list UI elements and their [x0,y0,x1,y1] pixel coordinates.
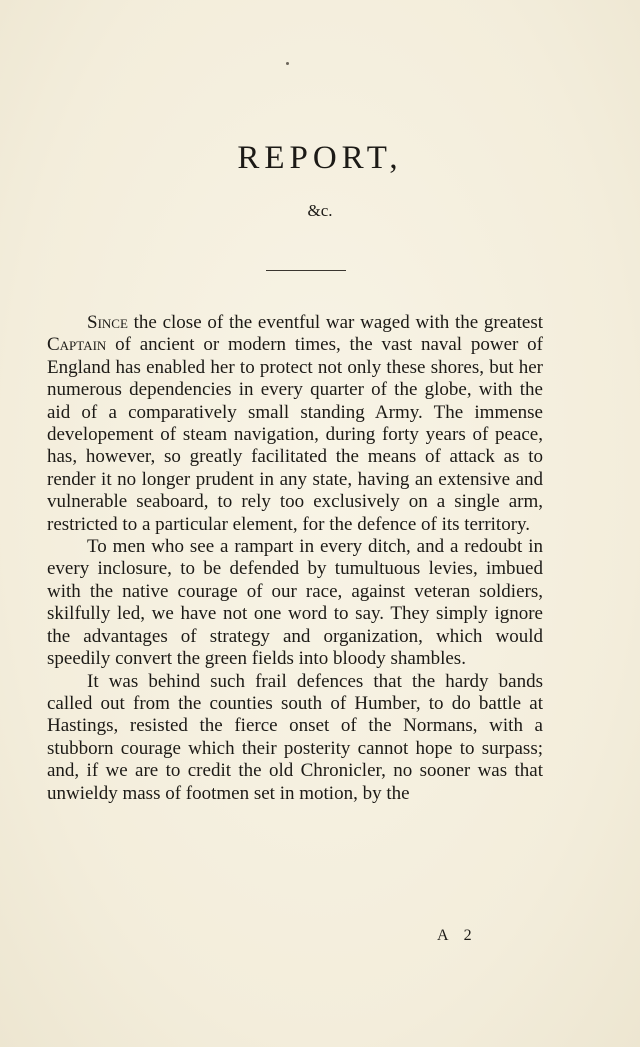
title-rule [266,270,346,271]
paragraph-3: It was behind such frail defences that the hardy bands called out from the counties south of Humber, to do battle at Hastings, resisted the fierce onset of the Normans, with a stubborn courage which their posterity cannot hope to surpass; and, if we are to credit the old Chronicler, no sooner was that unwieldy mass of footmen set in motion, by the [47,670,543,804]
ink-speck [286,62,289,65]
lead-word: Since [87,312,128,333]
paragraph-1-rest: of ancient or modern times, the vast naval power of England has enabled her to protect not only these shores, but her numerous dependencies in every quarter of the globe, with the aid of a comparatively small standing Army. The immense developement of steam navigation, during forty years of peace, has, however, so greatly facilitated the means of attack as to render it no longer prudent in any state, having an extensive and vulnerable seaboard, to rely too exclusively on a single arm, restricted to a particular element, for the defence of its territory. [47,334,543,535]
paragraph-1-text: the close of the eventful war waged with the greatest [127,312,543,333]
body-text [47,312,543,805]
paragraph-1 [47,312,543,536]
page-title: REPORT, [237,140,403,176]
signature-mark: A 2 [437,927,478,944]
page-subtitle: &c. [307,201,333,220]
paragraph-2: To men who see a rampart in every ditch, and a redoubt in every inclosure, to be defended by tumultuous levies, imbued with the native courage of our race, against veteran soldiers, skilfully led, we have not one word to say. They simply ignore the advantages of strategy and organization, which would speedily convert the green fields into bloody shambles. [47,536,543,670]
emphasis-word: Captain [47,334,107,356]
